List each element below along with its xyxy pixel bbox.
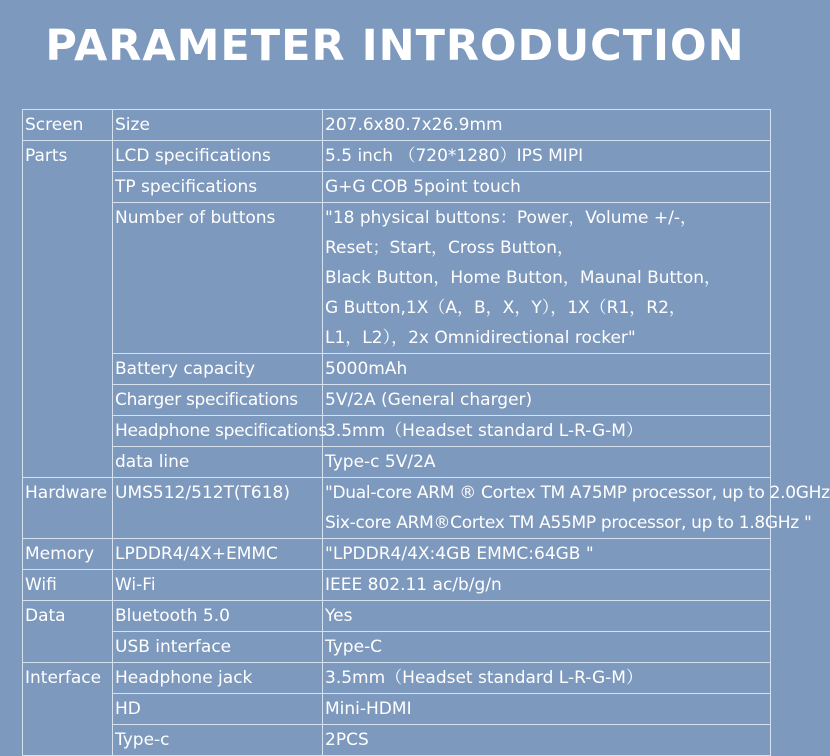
param-name-cell: Number of buttons [113, 203, 323, 354]
param-name-cell: TP specifications [113, 172, 323, 203]
value-line: "18 physical buttons：Power，Volume +/-， [325, 208, 698, 228]
param-value-cell: Mini-HDMI [323, 694, 771, 725]
param-name-cell: Charger specifications [113, 385, 323, 416]
param-value-cell: 5V/2A (General charger) [323, 385, 771, 416]
param-name-cell: LCD specifications [113, 141, 323, 172]
table-row [23, 539, 771, 570]
table-row [23, 172, 771, 203]
spec-table [22, 109, 830, 756]
param-name-cell: Size [113, 110, 323, 141]
param-name-cell: Bluetooth 5.0 [113, 601, 323, 632]
param-value-cell: G+G COB 5point touch [323, 172, 771, 203]
value-line: L1，L2），2x Omnidirectional rocker" [325, 328, 636, 348]
value-line: Six-core ARM®Cortex TM A55MP processor, up to 1.8GHz " [325, 513, 812, 533]
category-cell: Wifi [23, 570, 113, 601]
param-name-cell: data line [113, 447, 323, 478]
page-title: PARAMETER INTRODUCTION [45, 21, 745, 71]
param-name-cell: Battery capacity [113, 354, 323, 385]
param-value-cell [323, 478, 830, 539]
param-name-cell: Headphone specifications [113, 416, 323, 447]
param-value-cell: 5.5 inch （720*1280）IPS MIPI [323, 141, 771, 172]
category-cell: Parts [23, 141, 113, 478]
table-row [23, 447, 771, 478]
table-row [23, 354, 771, 385]
param-value-cell: 3.5mm（Headset standard L-R-G-M） [323, 416, 771, 447]
value-line: G Button,1X（A，B，X，Y），1X（R1，R2， [325, 298, 686, 318]
value-line: "Dual-core ARM ® Cortex TM A75MP processor, up to 2.0GHz [325, 483, 830, 503]
table-row [23, 141, 771, 172]
param-name-cell: LPDDR4/4X+EMMC [113, 539, 323, 570]
category-cell: Data [23, 601, 113, 663]
table-row [23, 601, 771, 632]
param-value-cell: 3.5mm（Headset standard L-R-G-M） [323, 663, 771, 694]
param-name-cell: HD [113, 694, 323, 725]
param-name-cell: UMS512/512T(T618) [113, 478, 323, 539]
table-row [23, 725, 771, 756]
value-line: Black Button，Home Button，Maunal Button， [325, 268, 722, 288]
param-name-cell: USB interface [113, 632, 323, 663]
table-row [23, 570, 771, 601]
table-row [23, 385, 771, 416]
table-row [23, 632, 771, 663]
table-row [23, 416, 771, 447]
param-value-cell: 5000mAh [323, 354, 771, 385]
param-name-cell: Headphone jack [113, 663, 323, 694]
table-row [23, 203, 771, 354]
category-cell: Memory [23, 539, 113, 570]
param-name-cell: Wi-Fi [113, 570, 323, 601]
param-value-cell: IEEE 802.11 ac/b/g/n [323, 570, 771, 601]
param-value-cell [323, 203, 771, 354]
category-cell: Interface [23, 663, 113, 756]
param-value-cell: Type-C [323, 632, 771, 663]
value-line: Reset；Start，Cross Button， [325, 238, 574, 258]
param-value-cell: "LPDDR4/4X:4GB EMMC:64GB " [323, 539, 771, 570]
param-value-cell: 207.6x80.7x26.9mm [323, 110, 771, 141]
param-value-cell: Type-c 5V/2A [323, 447, 771, 478]
category-cell: Hardware [23, 478, 113, 539]
table-row [23, 694, 771, 725]
table-row [23, 110, 771, 141]
category-cell: Screen [23, 110, 113, 141]
table-row [23, 478, 771, 539]
param-value-cell: 2PCS [323, 725, 771, 756]
table-row [23, 663, 771, 694]
param-value-cell: Yes [323, 601, 771, 632]
param-name-cell: Type-c [113, 725, 323, 756]
